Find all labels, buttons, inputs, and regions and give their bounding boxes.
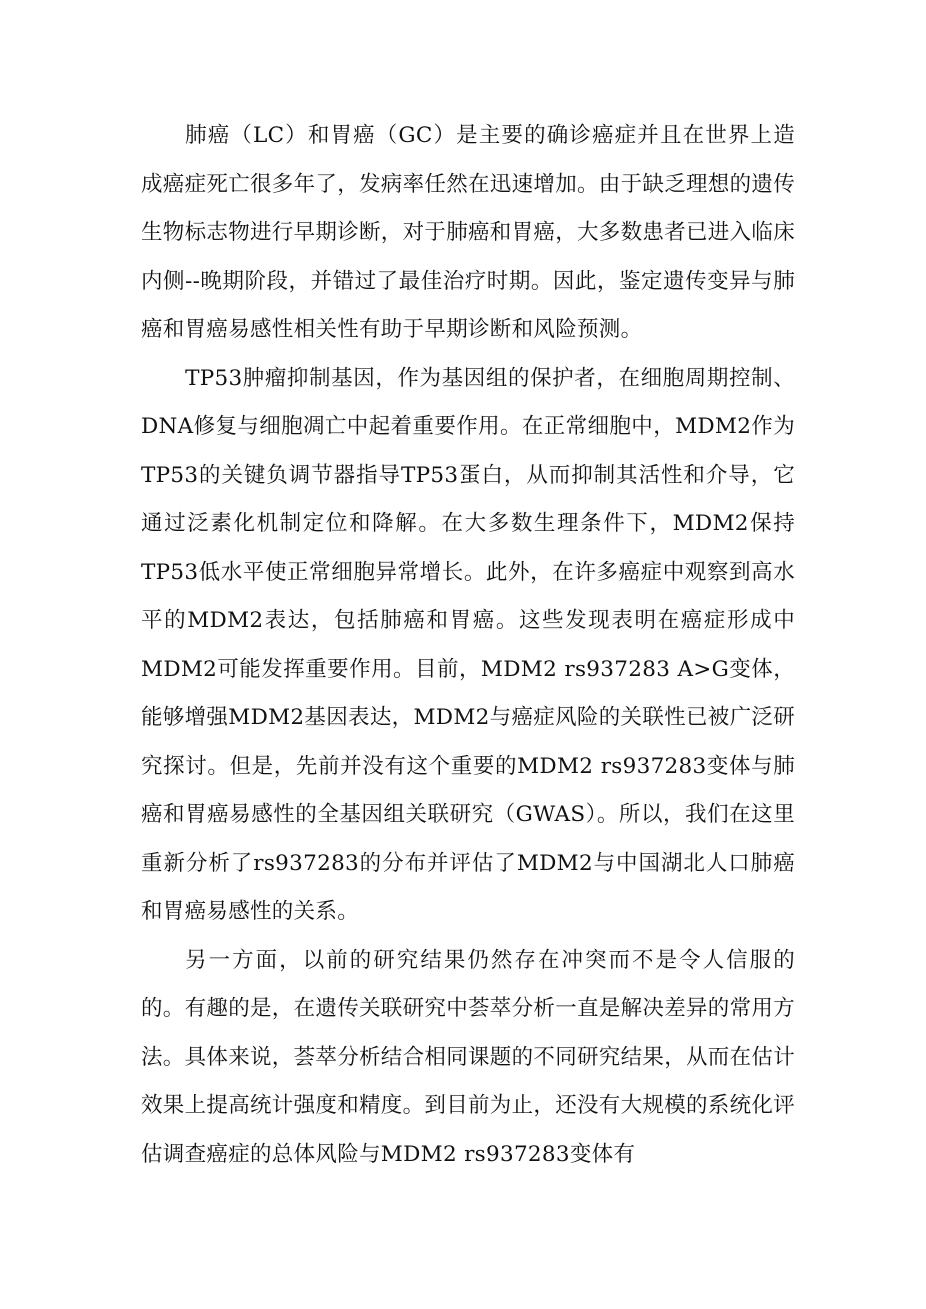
- document-body: [141, 112, 795, 1179]
- paragraph-tp53-mdm2: TP53肿瘤抑制基因，作为基因组的保护者，在细胞周期控制、DNA修复与细胞凋亡中起着重要作用。在正常细胞中，MDM2作为TP53的关键负调节器指导TP53蛋白，从而抑制其活性和介导，它通过泛素化机制定位和降解。在大多数生理条件下，MDM2保持TP53低水平使正常细胞异常增长。此外，在许多癌症中观察到高水平的MDM2表达，包括肺癌和胃癌。这些发现表明在癌症形成中MDM2可能发挥重要作用。目前，MDM2 rs937283 A>G变体，能够增强MDM2基因表达，MDM2与癌症风险的关联性已被广泛研究探讨。但是，先前并没有这个重要的MDM2 rs937283变体与肺癌和胃癌易感性的全基因组关联研究（GWAS）。所以，我们在这里重新分析了rs937283的分布并评估了MDM2与中国湖北人口肺癌和胃癌易感性的关系。: [141, 365, 795, 924]
- paragraph-meta-analysis: 另一方面，以前的研究结果仍然存在冲突而不是令人信服的的。有趣的是，在遗传关联研究中荟萃分析一直是解决差异的常用方法。具体来说，荟萃分析结合相同课题的不同研究结果，从而在估计效果上提高统计强度和精度。到目前为止，还没有大规模的系统化评估调查癌症的总体风险与MDM2 rs937283变体有: [141, 947, 796, 1167]
- paragraph-lung-gastric-cancer-intro: 肺癌（LC）和胃癌（GC）是主要的确诊癌症并且在世界上造成癌症死亡很多年了，发病率任然在迅速增加。由于缺乏理想的遗传生物标志物进行早期诊断，对于肺癌和胃癌，大多数患者已进入临床内侧--晚期阶段，并错过了最佳治疗时期。因此，鉴定遗传变异与肺癌和胃癌易感性相关性有助于早期诊断和风险预测。: [141, 123, 796, 342]
